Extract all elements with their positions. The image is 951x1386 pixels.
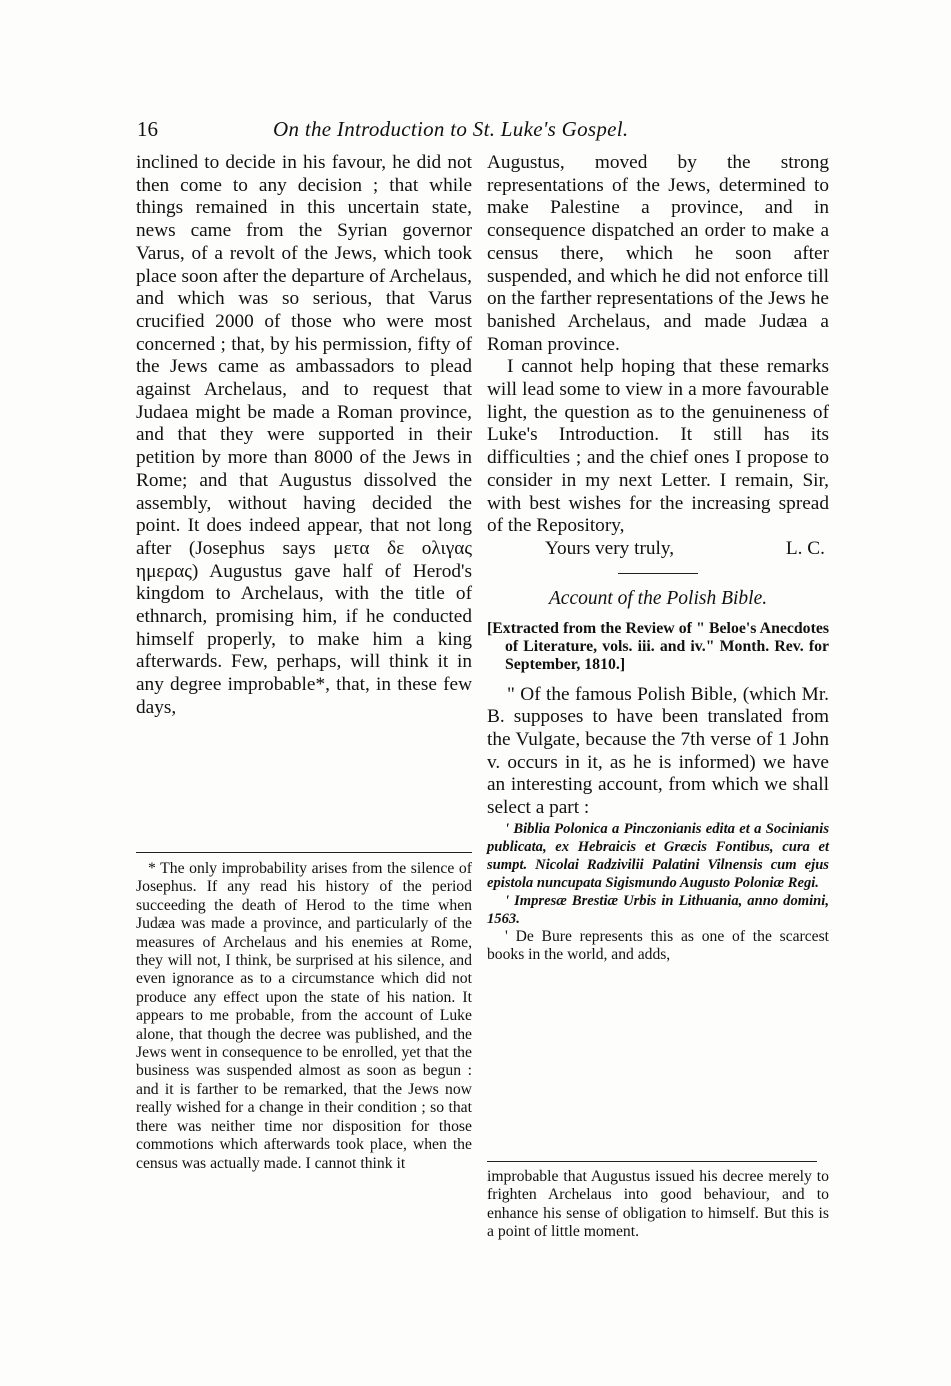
footnote-left: * The only improbability arises from the silence of Josephus. If any read his history of the period succeeding the death of Herod to the time when Judæa was made a province, and particularly of the measures of Archelaus and his enemies at Rome, they will not, I think, be surprised at his silence, and even ignorance as to a circumstance which did not produce any effect upon the state of his nation. It appears to me probable, from the account of Luke alone, that though the decree was published, and the Jews went in consequence to be enrolled, yet that the business was suspended almost as soon as begun : and it is farther to be remarked, that the Jews now really wished for a change in their condition ; so that there was neither time nor disposition for those commotions which afterwards took place, when the census was actually made. I cannot think it	[136, 860, 472, 1172]
footnote-right-continued: improbable that Augustus issued his decree merely to frighten Archelaus into good behaviour, and to enhance his sense of obligation to himself. But this is a point of little moment.	[487, 1168, 829, 1241]
signoff-initials: L. C.	[785, 537, 825, 559]
de-bure-quote: ' De Bure represents this as one of the scarcest books in the world, and adds,	[487, 927, 829, 963]
left-body-paragraph: inclined to decide in his favour, he did not then come to any decision ; that while things remained in this uncertain state, news came from the Syrian governor Varus, of a revolt of the Jews, which took place soon after the departure of Archelaus, and which was so serious, that Varus crucified 2000 of those who were most concerned ; that, by his permission, fifty of the Jews came as ambassadors to plead against Archelaus, and to request that Judaea might be made a Roman province, and that they were supported in their petition by more than 8000 of the Jews in Rome; and that Augustus dissolved the assembly, without having decided the point. It does indeed appear, that not long after (Josephus says μετα δε ολιγας ημερας) Augustus gave half of Herod's kingdom to Archelaus, with the title of ethnarch, promising him, if he conducted himself properly, to make him a king afterwards. Few, perhaps, will think it in any degree improbable*, that, in these few days,	[136, 152, 472, 718]
left-column	[136, 152, 472, 720]
section-heading: Account of the Polish Bible.	[548, 587, 768, 609]
signoff-closing: Yours very truly,	[545, 537, 675, 559]
running-title: On the Introduction to St. Luke's Gospel.	[273, 117, 629, 141]
page-number: 16	[137, 117, 158, 141]
footnote-rule-right	[487, 1161, 817, 1162]
right-body-paragraph-1: Augustus, moved by the strong representations of the Jews, determined to make Palestine a province, and in consequence dispatched an order to make a census there, which he soon after suspended, and which he did not enforce till on the farther representations of the Jews he banished Archelaus, and made Judæa a Roman province.	[487, 152, 829, 355]
section-divider	[618, 573, 698, 574]
right-body-paragraph-2: I cannot help hoping that these remarks will lead some to view in a more favourable light, the question as to the genuineness of Luke's Introduction. It still has its difficulties ; and the chief ones I propose to consider in my next Letter. I remain, Sir, with best wishes for the increasing spread of the Repository,	[487, 356, 829, 537]
page-header	[137, 117, 829, 147]
source-note: [Extracted from the Review of " Beloe's Anecdotes of Literature, vols. iii. and iv." Month. Rev. for September, 1810.]	[487, 619, 829, 673]
latin-title-quote: ' Biblia Polonica a Pinczonianis edita et a Socinianis publicata, ex Hebraicis et Græcis Fontibus, cura et sumpt. Nicolai Radzivilii Palatini Vilnensis cum ejus epistola nuncupata Sigismundo Augusto Poloniæ Regi.	[487, 820, 829, 891]
latin-imprint-quote: ' Impresæ Brestiæ Urbis in Lithuania, anno domini, 1563.	[487, 892, 829, 927]
quote-intro: " Of the famous Polish Bible, (which Mr. B. supposes to have been translated from the Vulgate, because the 7th verse of 1 John v. occurs in it, as he is informed) we have an interesting account, from which we shall select a part :	[487, 683, 829, 819]
right-column	[487, 152, 829, 964]
footnote-rule-left	[136, 852, 472, 853]
letter-signoff	[487, 538, 829, 561]
